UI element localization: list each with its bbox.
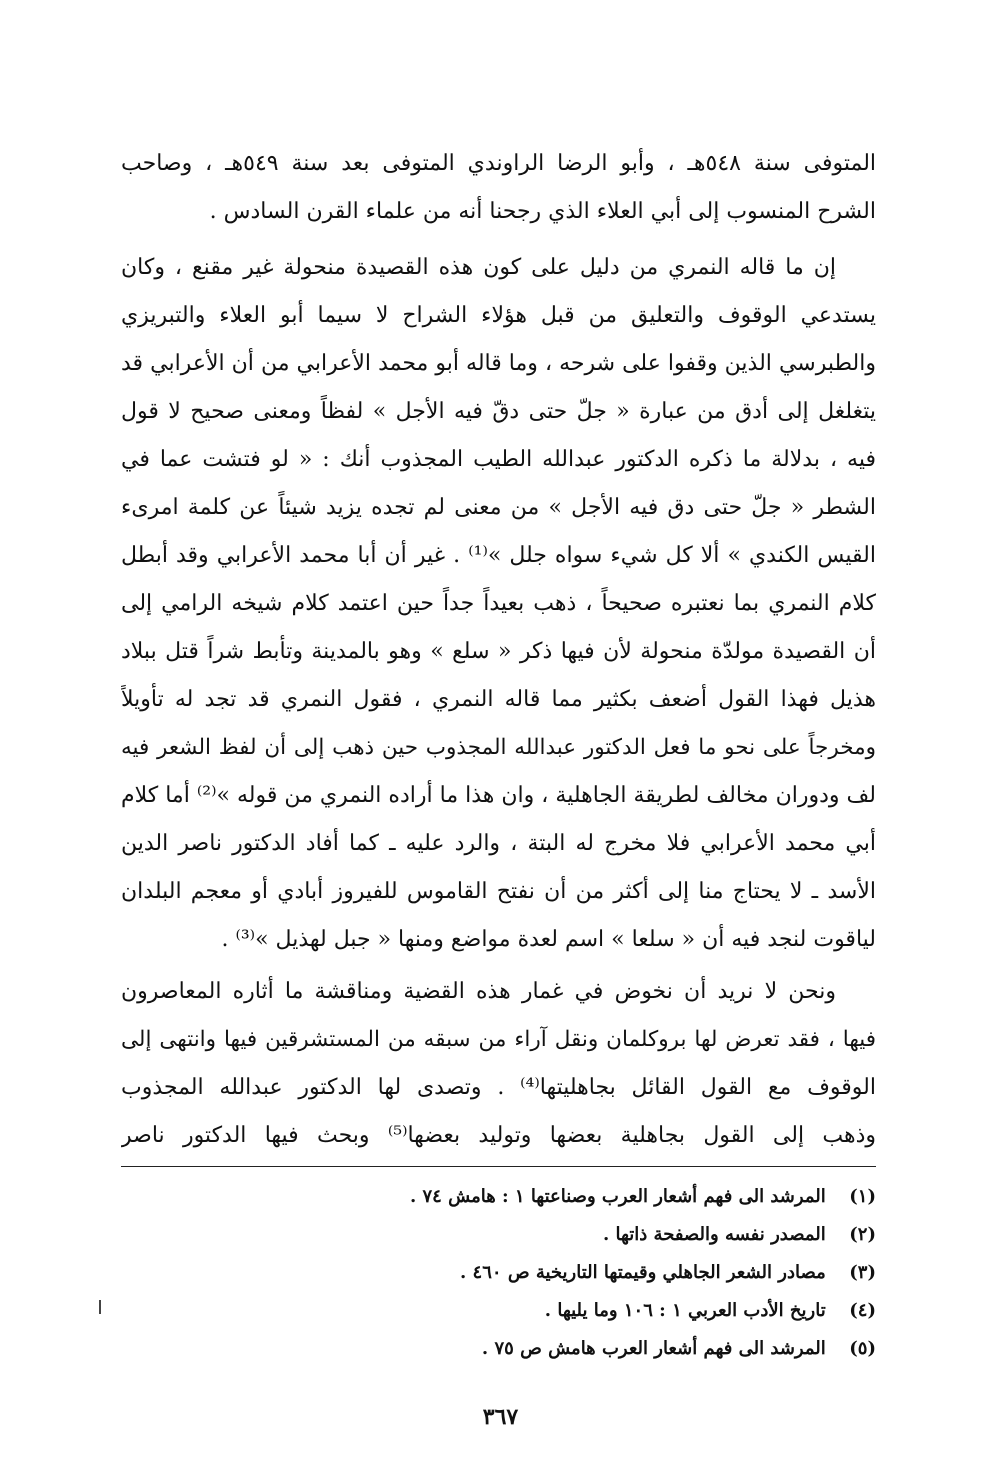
footnote-item xyxy=(121,1178,876,1216)
footnote-number: (٥) xyxy=(849,1338,876,1359)
text-line: الوقوف مع القول القائل بجاهليتها⁽⁴⁾ . وتصدى لها الدكتور عبدالله المجذوب xyxy=(121,1075,876,1100)
footnote-text: المصدر نفسه والصفحة ذاتها . xyxy=(602,1224,826,1245)
footnote-text: مصادر الشعر الجاهلي وقيمتها التاريخية ص ٤٦٠ . xyxy=(459,1262,826,1283)
text-line: كلام النمري بما نعتبره صحيحاً ، ذهب بعيداً جداً حين اعتمد كلام شيخه الرامي إلى xyxy=(121,591,876,616)
text-line: الأسد ـ لا يحتاج منا إلى أكثر من أن نفتح القاموس للفيروز أبادي أو معجم البلدان xyxy=(121,879,876,904)
page-number: ٣٦٧ xyxy=(482,1404,519,1430)
text-line: والطبرسي الذين وقفوا على شرحه ، وما قاله أبو محمد الأعرابي من أن الأعرابي قد xyxy=(121,351,876,376)
text-line: ومخرجاً على نحو ما فعل الدكتور عبدالله المجذوب حين ذهب إلى أن لفظ الشعر فيه xyxy=(121,735,876,760)
paragraph-1 xyxy=(121,140,876,236)
footnote-number: (٤) xyxy=(849,1300,876,1321)
text-line: هذيل فهذا القول أضعف بكثير مما قاله النمري ، فقول النمري قد تجد له تأويلاً xyxy=(121,687,876,712)
footnote-item xyxy=(121,1216,876,1254)
margin-mark xyxy=(99,1300,101,1314)
text-line: ونحن لا نريد أن نخوض في غمار هذه القضية ومناقشة ما أثاره المعاصرون xyxy=(121,979,836,1004)
paragraph-3 xyxy=(121,968,876,1160)
text-line: المتوفى سنة ٥٤٨هـ ، وأبو الرضا الراوندي المتوفى بعد سنة ٥٤٩هـ ، وصاحب xyxy=(121,151,876,176)
footnote-number: (٢) xyxy=(849,1224,876,1245)
text-line: يتغلغل إلى أدق من عبارة « جلّ حتى دقّ فيه الأجل » لفظاً ومعنى صحيح لا قول xyxy=(121,399,876,424)
text-line: فيها ، فقد تعرض لها بروكلمان ونقل آراء من سبقه من المستشرقين فيها وانتهى إلى xyxy=(121,1027,876,1052)
footnote-item xyxy=(121,1292,876,1330)
text-line: أن القصيدة مولدّة منحولة لأن فيها ذكر « سلع » وهو بالمدينة وتأبط شراً قتل ببلاد xyxy=(121,639,876,664)
text-line: الشطر « جلّ حتى دق فيه الأجل » من معنى لم تجده يزيد شيئاً عن كلمة امرىء xyxy=(121,495,876,520)
footnote-item xyxy=(121,1330,876,1368)
paragraph-2 xyxy=(121,244,876,964)
text-line: أبي محمد الأعرابي فلا مخرج له البتة ، والرد عليه ـ كما أفاد الدكتور ناصر الدين xyxy=(121,831,876,856)
footnote-text: المرشد الى فهم أشعار العرب هامش ص ٧٥ . xyxy=(481,1338,826,1359)
footnote-divider xyxy=(121,1166,876,1167)
footnote-number: (٣) xyxy=(849,1262,876,1283)
footnote-item xyxy=(121,1254,876,1292)
text-line: لياقوت لنجد فيه أن « سلعا » اسم لعدة مواضع ومنها « جبل لهذيل »⁽³⁾ . xyxy=(221,927,876,952)
text-line: فيه ، بدلالة ما ذكره الدكتور عبدالله الطيب المجذوب أنك : « لو فتشت عما في xyxy=(121,447,876,472)
text-line: القيس الكندي » ألا كل شيء سواه جلل »⁽¹⁾ . غير أن أبا محمد الأعرابي وقد أبطل xyxy=(121,543,876,568)
text-line: يستدعي الوقوف والتعليق من قبل هؤلاء الشراح لا سيما أبو العلاء والتبريزي xyxy=(121,303,876,328)
text-line: الشرح المنسوب إلى أبي العلاء الذي رجحنا أنه من علماء القرن السادس . xyxy=(209,199,876,224)
text-line: إن ما قاله النمري من دليل على كون هذه القصيدة منحولة غير مقنع ، وكان xyxy=(121,255,836,280)
footnotes xyxy=(121,1178,876,1368)
footnote-text: تاريخ الأدب العربي ١ : ١٠٦ وما يليها . xyxy=(544,1300,826,1321)
footnote-number: (١) xyxy=(849,1186,876,1207)
footnote-text: المرشد الى فهم أشعار العرب وصناعتها ١ : هامش ٧٤ . xyxy=(409,1186,826,1207)
text-line: لف ودوران مخالف لطريقة الجاهلية ، وان هذا ما أراده النمري من قوله »⁽²⁾ أما كلام xyxy=(121,783,876,808)
text-line: وذهب إلى القول بجاهلية بعضها وتوليد بعضها⁽⁵⁾ وبحث فيها الدكتور ناصر xyxy=(121,1123,876,1148)
